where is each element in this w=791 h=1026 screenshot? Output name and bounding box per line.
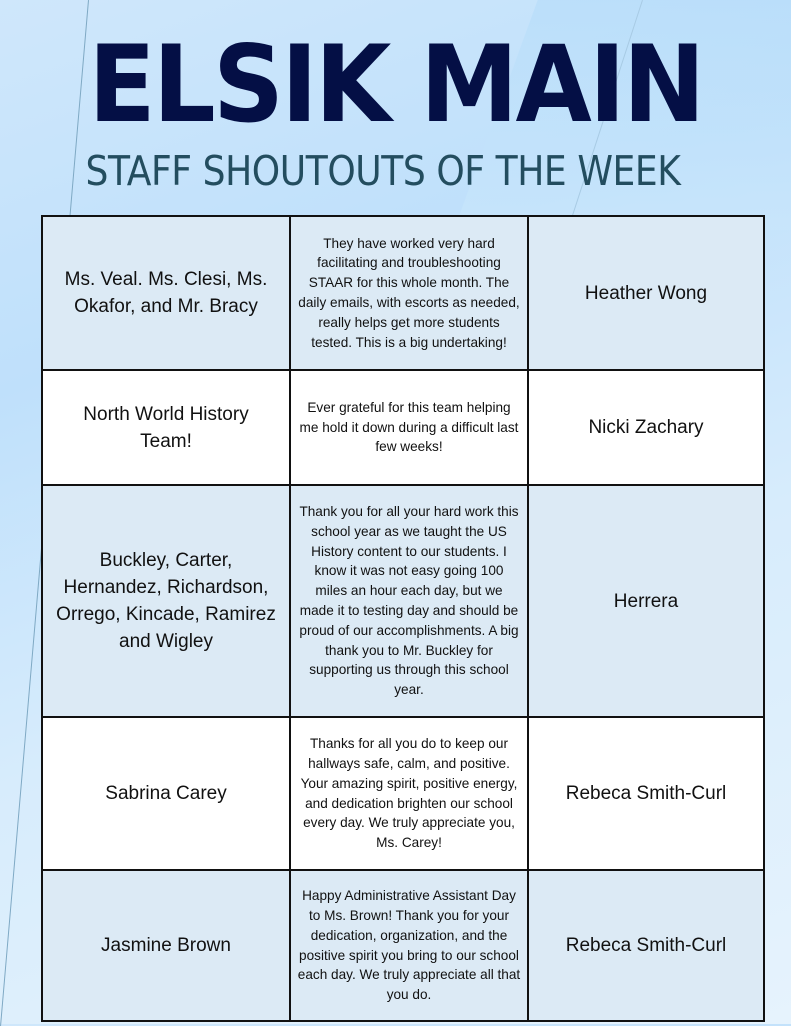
recipient-cell: Buckley, Carter, Hernandez, Richardson, Orrego, Kincade, Ramirez and Wigley: [43, 486, 291, 718]
recipient-cell: Jasmine Brown: [43, 871, 291, 1020]
recipient-cell: Sabrina Carey: [43, 718, 291, 871]
page-subtitle: STAFF SHOUTOUTS OF THE WEEK: [85, 147, 681, 195]
message-cell: Happy Administrative Assistant Day to Ms. Brown! Thank you for your dedication, organization, and the positive spirit you bring to our school each day. We truly appreciate all that you do.: [291, 871, 529, 1020]
shoutouts-table: [41, 215, 765, 1022]
sender-cell: Herrera: [529, 486, 763, 718]
recipient-cell: Ms. Veal. Ms. Clesi, Ms. Okafor, and Mr. Bracy: [43, 217, 291, 371]
sender-cell: Rebeca Smith-Curl: [529, 718, 763, 871]
message-cell: Thanks for all you do to keep our hallways safe, calm, and positive. Your amazing spirit, positive energy, and dedication brighten our school every day. We truly appreciate you, Ms. Carey!: [291, 718, 529, 871]
sender-cell: Nicki Zachary: [529, 371, 763, 486]
page-title: ELSIK MAIN: [88, 23, 703, 146]
message-cell: Thank you for all your hard work this school year as we taught the US History content to our students. I know it was not easy going 100 miles an hour each day, but we made it to testing day and should be proud of our accomplishments. A big thank you to Mr. Buckley for supporting us through this school year.: [291, 486, 529, 718]
sender-cell: Heather Wong: [529, 217, 763, 371]
sender-cell: Rebeca Smith-Curl: [529, 871, 763, 1020]
message-cell: They have worked very hard facilitating and troubleshooting STAAR for this whole month. The daily emails, with escorts as needed, really helps get more students tested. This is a big undertaking!: [291, 217, 529, 371]
recipient-cell: North World History Team!: [43, 371, 291, 486]
message-cell: Ever grateful for this team helping me hold it down during a difficult last few weeks!: [291, 371, 529, 486]
